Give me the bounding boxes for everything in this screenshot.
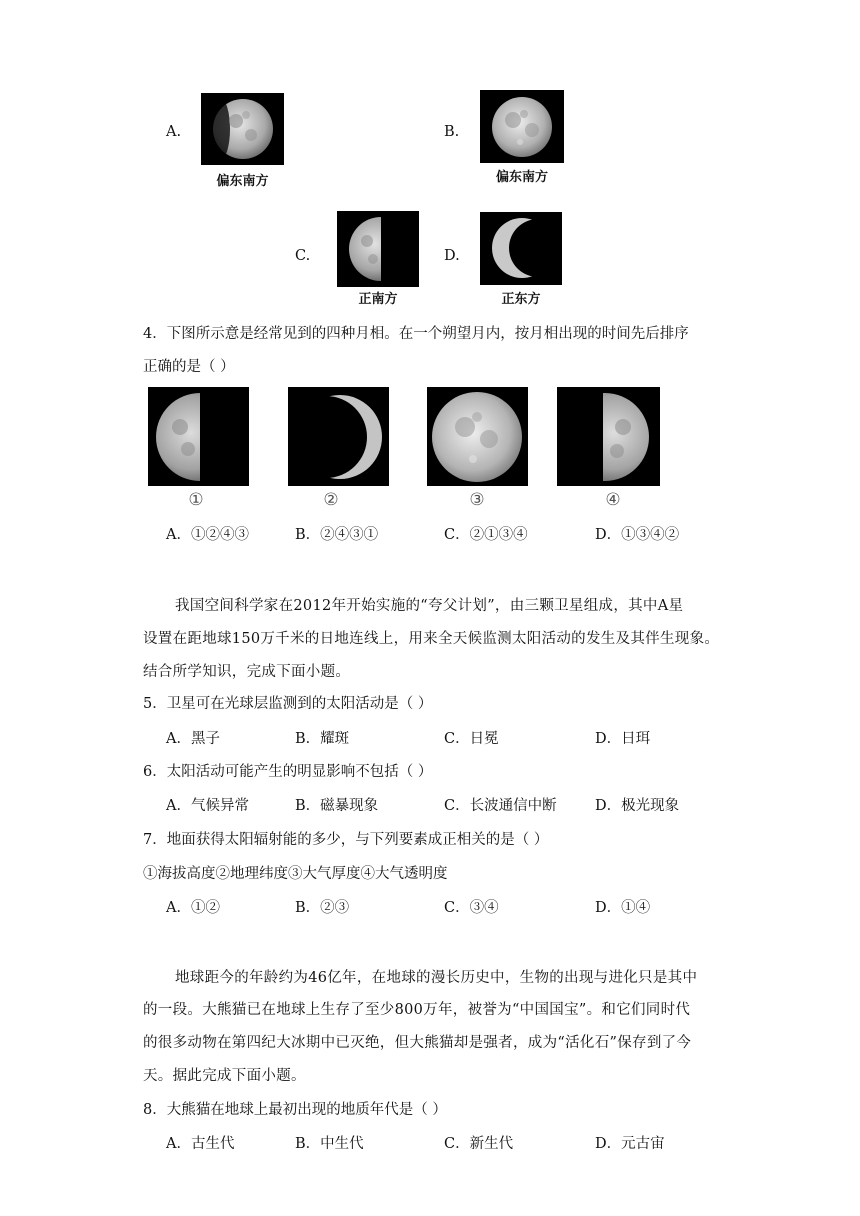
moon-first-quarter-image [337, 211, 419, 287]
q6-option-c[interactable]: C．长波通信中断 [444, 798, 557, 814]
q8-stem: 8．大熊猫在地球上最初出现的地质年代是（ ） [143, 1102, 447, 1118]
q4-option-c[interactable]: C．②①③④ [444, 527, 528, 543]
passage1-line2: 设置在距地球150万千米的日地连线上，用来全天候监测太阳活动的发生及其伴生现象。 [143, 631, 720, 647]
q6-option-b[interactable]: B．磁暴现象 [295, 798, 379, 814]
moon-gibbous-image [201, 93, 284, 165]
passage1-line1: 我国空间科学家在2012年开始实施的“夸父计划”，由三颗卫星组成，其中A星 [175, 598, 684, 614]
option-letter: C. [295, 248, 311, 264]
q4-option-b[interactable]: B．②④③① [295, 527, 379, 543]
q5-option-b[interactable]: B．耀斑 [295, 731, 350, 747]
q6-option-d[interactable]: D．极光现象 [595, 798, 680, 814]
q8-option-a[interactable]: A．古生代 [166, 1136, 235, 1152]
q5-option-a[interactable]: A．黑子 [166, 731, 220, 747]
direction-caption: 偏东南方 [216, 174, 269, 189]
q7-option-a[interactable]: A．①② [166, 900, 220, 916]
passage2-line1: 地球距今的年龄约为46亿年，在地球的漫长历史中，生物的出现与进化只是其中 [175, 970, 698, 986]
option-letter: D. [444, 248, 460, 264]
q4-option-a[interactable]: A．①②④③ [166, 527, 249, 543]
passage2-line2: 的一段。大熊猫已在地球上生存了至少800万年，被誉为“中国国宝”。和它们同时代 [143, 1002, 691, 1018]
q5-option-d[interactable]: D．日珥 [595, 731, 651, 747]
q6-stem: 6．太阳活动可能产生的明显影响不包括（ ） [143, 764, 433, 780]
q7-stem: 7．地面获得太阳辐射能的多少，与下列要素成正相关的是（ ） [143, 832, 549, 848]
q4-option-d[interactable]: D．①③④② [595, 527, 680, 543]
figure-label: ② [323, 490, 339, 510]
q8-option-d[interactable]: D．元古宙 [595, 1136, 665, 1152]
moon-crescent-image [288, 387, 389, 486]
figure-label: ③ [469, 490, 485, 510]
q5-option-c[interactable]: C．日冕 [444, 731, 499, 747]
q4-stem-line1: 4．下图所示意是经常见到的四种月相。在一个朔望月内，按月相出现的时间先后排序 [143, 326, 689, 342]
moon-full-image [480, 90, 564, 163]
option-letter: B. [444, 124, 460, 140]
moon-full-image [427, 387, 528, 486]
passage2-line4: 天。据此完成下面小题。 [143, 1068, 306, 1084]
moon-last-quarter-image [557, 387, 660, 486]
q7-items: ①海拔高度②地理纬度③大气厚度④大气透明度 [143, 866, 448, 882]
passage2-line3: 的很多动物在第四纪大冰期中已灭绝，但大熊猫却是强者，成为“活化石”保存到了今 [143, 1035, 692, 1051]
direction-caption: 偏东南方 [495, 170, 548, 185]
q6-option-a[interactable]: A．气候异常 [166, 798, 249, 814]
moon-first-quarter-image [148, 387, 249, 486]
q7-option-d[interactable]: D．①④ [595, 900, 651, 916]
q8-option-b[interactable]: B．中生代 [295, 1136, 364, 1152]
direction-caption: 正东方 [501, 292, 541, 307]
q8-option-c[interactable]: C．新生代 [444, 1136, 514, 1152]
q7-option-b[interactable]: B．②③ [295, 900, 350, 916]
q5-stem: 5．卫星可在光球层监测到的太阳活动是（ ） [143, 696, 433, 712]
q4-stem-line2: 正确的是（ ） [143, 359, 235, 375]
figure-label: ④ [605, 490, 621, 510]
q7-option-c[interactable]: C．③④ [444, 900, 499, 916]
direction-caption: 正南方 [358, 292, 398, 307]
option-letter: A. [166, 124, 182, 140]
passage1-line3: 结合所学知识，完成下面小题。 [143, 664, 351, 680]
figure-label: ① [188, 490, 204, 510]
moon-crescent-image [480, 212, 562, 285]
